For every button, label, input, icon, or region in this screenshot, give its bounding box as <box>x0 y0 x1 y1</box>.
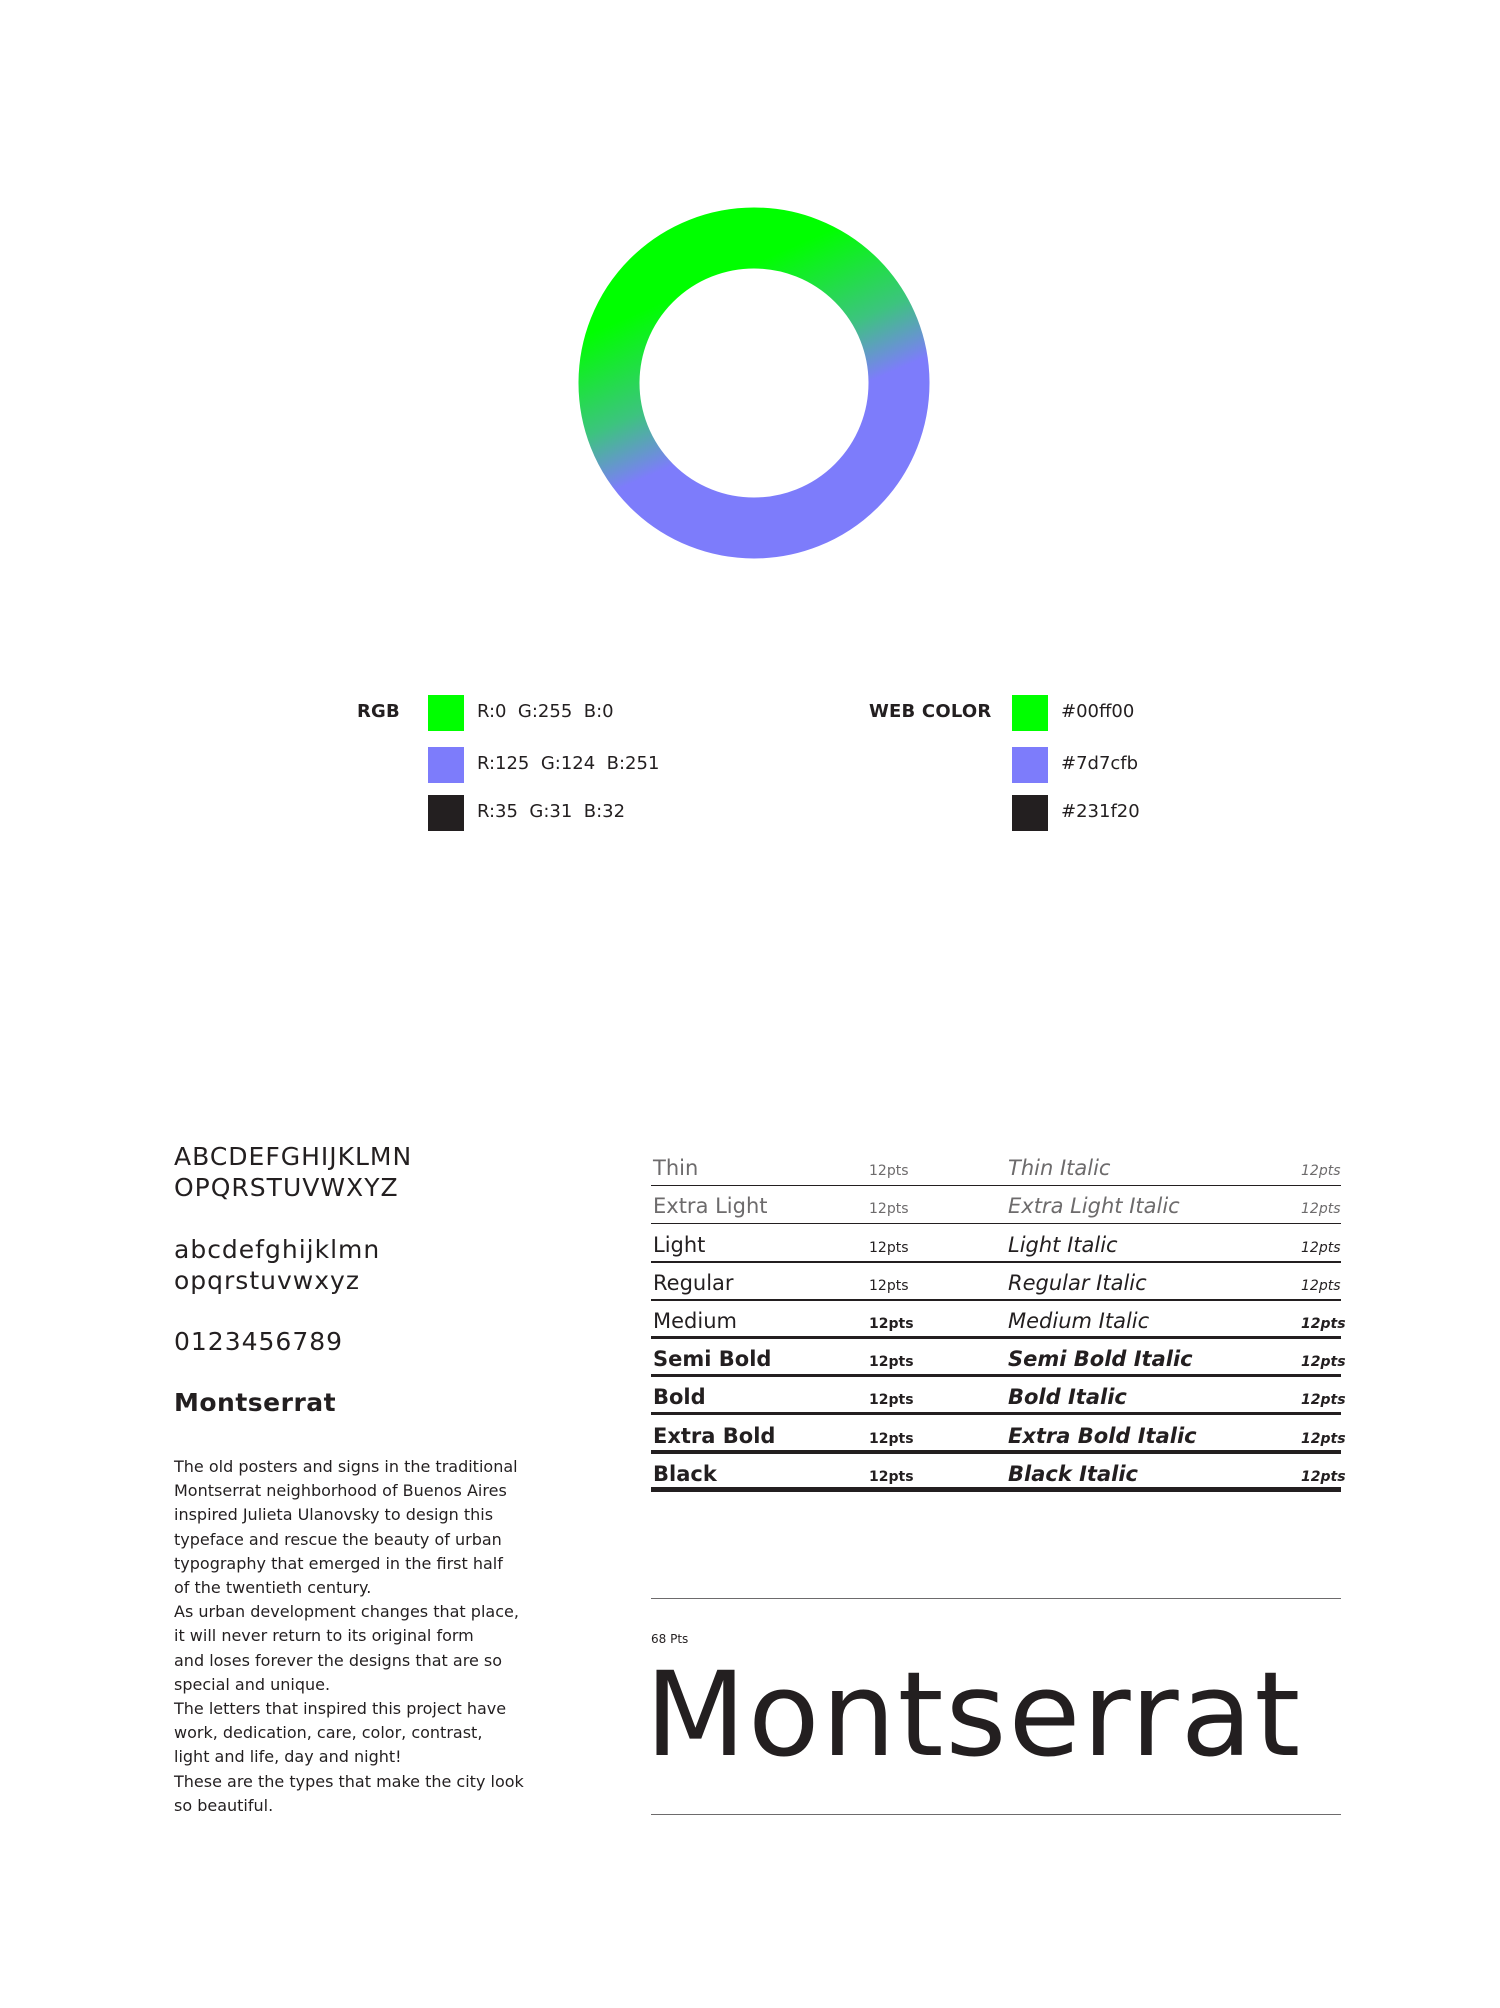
swatch-rgb-1 <box>428 695 464 731</box>
specimen-bottom-rule <box>651 1814 1341 1815</box>
numerals-line: 0123456789 <box>174 1327 344 1356</box>
weight-rule <box>651 1487 1341 1492</box>
ring-circle <box>609 238 899 528</box>
lowercase-line: abcdefghijklmn <box>174 1235 381 1264</box>
weight-name: Bold <box>653 1385 706 1410</box>
description-line: The letters that inspired this project have <box>174 1699 507 1719</box>
web-value-2: #7d7cfb <box>1061 753 1139 774</box>
rgb-value-1: R:0 G:255 B:0 <box>477 701 614 722</box>
swatch-rgb-2 <box>428 747 464 783</box>
web-value-1: #00ff00 <box>1061 701 1135 722</box>
weight-size: 12pts <box>869 1315 914 1332</box>
weight-name: Semi Bold <box>653 1347 772 1372</box>
rgb-label: RGB <box>357 701 400 722</box>
weight-row <box>651 1454 1346 1492</box>
description-line: These are the types that make the city look <box>174 1771 524 1791</box>
description-line: inspired Julieta Ulanovsky to design this <box>174 1505 494 1525</box>
brand-logo-ring <box>578 207 930 559</box>
weight-size: 12pts <box>869 1354 914 1371</box>
description-line: special and unique. <box>174 1674 331 1694</box>
weight-name: Extra Bold <box>653 1423 776 1448</box>
weight-italic-size: 12pts <box>1301 1392 1346 1409</box>
specimen-text: Montserrat <box>645 1646 1303 1783</box>
weight-size: 12pts <box>869 1392 914 1409</box>
weight-name: Thin <box>653 1156 699 1181</box>
weight-italic-size: 12pts <box>1301 1354 1346 1371</box>
description-line: typography that emerged in the first half <box>174 1553 503 1573</box>
weight-row <box>651 1186 1341 1224</box>
description-line: so beautiful. <box>174 1795 274 1815</box>
description-line: Montserrat neighborhood of Buenos Aires <box>174 1481 507 1501</box>
weights-table <box>651 1148 1346 1492</box>
swatch-web-3 <box>1012 795 1048 831</box>
weight-italic-name: Black Italic <box>1008 1461 1138 1486</box>
weight-italic-size: 12pts <box>1301 1430 1346 1447</box>
specimen-top-rule <box>651 1598 1341 1599</box>
description-line: and loses forever the designs that are so <box>174 1650 502 1670</box>
weight-size: 12pts <box>869 1163 909 1180</box>
description-line: As urban development changes that place, <box>174 1602 519 1622</box>
weight-row <box>651 1301 1346 1339</box>
numerals <box>174 1326 343 1357</box>
weight-size: 12pts <box>869 1430 914 1447</box>
typeface-description <box>174 1455 564 1818</box>
weight-italic-size: 12pts <box>1301 1468 1346 1485</box>
weight-italic-size: 12pts <box>1301 1201 1341 1218</box>
weight-row <box>651 1224 1341 1262</box>
uppercase-line: ABCDEFGHIJKLMN <box>174 1142 413 1171</box>
weight-name: Light <box>653 1232 706 1257</box>
weight-italic-size: 12pts <box>1301 1277 1341 1294</box>
weight-row <box>651 1415 1346 1453</box>
weight-italic-name: Medium Italic <box>1008 1308 1150 1333</box>
weight-row <box>651 1263 1341 1301</box>
description-line: it will never return to its original form <box>174 1626 474 1646</box>
web-value-3: #231f20 <box>1061 801 1140 822</box>
swatch-web-2 <box>1012 747 1048 783</box>
specimen-size-label: 68 Pts <box>651 1632 689 1646</box>
lowercase-set <box>174 1234 380 1296</box>
ring-graphic <box>578 207 930 559</box>
weight-italic-name: Light Italic <box>1008 1232 1118 1257</box>
weight-row <box>651 1377 1346 1415</box>
weight-italic-name: Extra Bold Italic <box>1008 1423 1197 1448</box>
weight-italic-name: Regular Italic <box>1008 1270 1147 1295</box>
weight-italic-size: 12pts <box>1301 1239 1341 1256</box>
weight-italic-name: Bold Italic <box>1008 1385 1127 1410</box>
weight-italic-size: 12pts <box>1301 1163 1341 1180</box>
description-line: light and life, day and night! <box>174 1747 402 1767</box>
uppercase-set <box>174 1141 412 1203</box>
weight-italic-name: Extra Light Italic <box>1008 1194 1180 1219</box>
lowercase-line: opqrstuvwxyz <box>174 1266 360 1295</box>
weight-size: 12pts <box>869 1239 909 1256</box>
swatch-web-1 <box>1012 695 1048 731</box>
weight-italic-name: Thin Italic <box>1008 1156 1111 1181</box>
description-line: work, dedication, care, color, contrast, <box>174 1723 483 1743</box>
rgb-value-3: R:35 G:31 B:32 <box>477 801 626 822</box>
family-name: Montserrat <box>174 1388 337 1417</box>
weight-name: Black <box>653 1461 717 1486</box>
weight-name: Medium <box>653 1308 737 1333</box>
weight-italic-name: Semi Bold Italic <box>1008 1347 1193 1372</box>
uppercase-line: OPQRSTUVWXYZ <box>174 1173 399 1202</box>
swatch-rgb-3 <box>428 795 464 831</box>
web-color-label: WEB COLOR <box>869 701 992 722</box>
weight-name: Regular <box>653 1270 734 1295</box>
weight-size: 12pts <box>869 1277 909 1294</box>
description-line: The old posters and signs in the traditional <box>174 1457 518 1476</box>
rgb-value-2: R:125 G:124 B:251 <box>477 753 660 774</box>
weight-row <box>651 1148 1341 1186</box>
weight-name: Extra Light <box>653 1194 768 1219</box>
description-line: of the twentieth century. <box>174 1578 372 1598</box>
weight-row <box>651 1339 1346 1377</box>
description-line: typeface and rescue the beauty of urban <box>174 1529 502 1549</box>
weight-size: 12pts <box>869 1468 914 1485</box>
weight-italic-size: 12pts <box>1301 1315 1346 1332</box>
weight-size: 12pts <box>869 1201 909 1218</box>
